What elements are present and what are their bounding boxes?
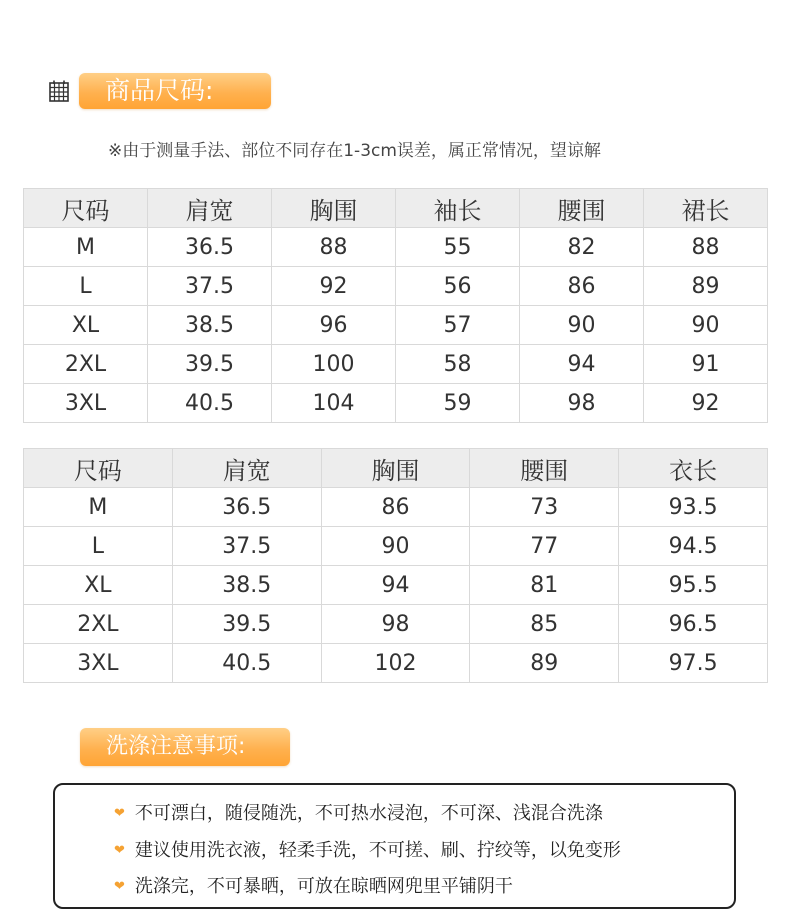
table-cell: 81 [470, 566, 619, 605]
grid-icon [49, 80, 69, 102]
table-cell: 96.5 [619, 605, 768, 644]
table-cell: 95.5 [619, 566, 768, 605]
table-cell: 36.5 [148, 228, 272, 267]
heart-icon: ❤ [114, 843, 125, 858]
table-cell: 37.5 [172, 527, 321, 566]
table-cell: 96 [272, 306, 396, 345]
table-cell: 40.5 [172, 644, 321, 683]
care-item-text: 不可漂白，随侵随洗，不可热水浸泡，不可深、浅混合洗涤 [134, 803, 603, 824]
table-cell: 90 [520, 306, 644, 345]
table-cell: 98 [520, 384, 644, 423]
table-cell: 92 [272, 267, 396, 306]
header-cell: 尺码 [24, 449, 173, 488]
care-item [114, 836, 621, 862]
header-cell: 腰围 [470, 449, 619, 488]
header-cell: 腰围 [520, 189, 644, 228]
table-cell: 39.5 [148, 345, 272, 384]
table-cell: 39.5 [172, 605, 321, 644]
table-cell: 85 [470, 605, 619, 644]
table-row [24, 566, 768, 605]
header-cell: 肩宽 [172, 449, 321, 488]
table-row [24, 267, 768, 306]
size-table-dress [23, 188, 768, 423]
table-cell: 94.5 [619, 527, 768, 566]
table-cell: 86 [520, 267, 644, 306]
table-cell: 90 [321, 527, 470, 566]
table-cell: 37.5 [148, 267, 272, 306]
table-cell: 3XL [24, 384, 148, 423]
table-cell: 73 [470, 488, 619, 527]
table-cell: 56 [396, 267, 520, 306]
table-cell: 77 [470, 527, 619, 566]
table-row [24, 488, 768, 527]
size-section-title: 商品尺码: [79, 73, 271, 109]
table-cell: 3XL [24, 644, 173, 683]
table-cell: 94 [520, 345, 644, 384]
table-cell: 89 [644, 267, 768, 306]
heart-icon: ❤ [114, 806, 125, 821]
table-row [24, 345, 768, 384]
table-cell: M [24, 488, 173, 527]
table-cell: 104 [272, 384, 396, 423]
table-header-row [24, 449, 768, 488]
care-item [114, 799, 603, 825]
table-cell: XL [24, 566, 173, 605]
table-cell: 98 [321, 605, 470, 644]
measurement-note: ※由于测量手法、部位不同存在1-3cm误差，属正常情况，望谅解 [108, 141, 601, 161]
table-cell: 2XL [24, 345, 148, 384]
table-row [24, 527, 768, 566]
table-cell: 86 [321, 488, 470, 527]
table-cell: 57 [396, 306, 520, 345]
table-cell: 36.5 [172, 488, 321, 527]
care-item-text: 洗涤完，不可暴晒，可放在晾晒网兜里平铺阴干 [134, 876, 513, 897]
header-cell: 衣长 [619, 449, 768, 488]
care-item [114, 872, 513, 898]
table-cell: 38.5 [148, 306, 272, 345]
table-cell: 100 [272, 345, 396, 384]
table-cell: 92 [644, 384, 768, 423]
table-cell: 93.5 [619, 488, 768, 527]
table-cell: 82 [520, 228, 644, 267]
table-cell: 59 [396, 384, 520, 423]
table-cell: L [24, 527, 173, 566]
table-cell: 58 [396, 345, 520, 384]
table-cell: 38.5 [172, 566, 321, 605]
heart-icon: ❤ [114, 879, 125, 894]
table-cell: 102 [321, 644, 470, 683]
table-cell: 91 [644, 345, 768, 384]
table-cell: 97.5 [619, 644, 768, 683]
table-cell: 94 [321, 566, 470, 605]
table-cell: 88 [644, 228, 768, 267]
header-cell: 肩宽 [148, 189, 272, 228]
table-row [24, 306, 768, 345]
table-cell: 88 [272, 228, 396, 267]
header-cell: 胸围 [272, 189, 396, 228]
table-cell: 89 [470, 644, 619, 683]
table-row [24, 605, 768, 644]
table-cell: M [24, 228, 148, 267]
table-cell: 40.5 [148, 384, 272, 423]
table-row [24, 384, 768, 423]
care-item-text: 建议使用洗衣液，轻柔手洗，不可搓、刷、拧绞等，以免变形 [134, 840, 621, 861]
table-cell: L [24, 267, 148, 306]
table-header-row [24, 189, 768, 228]
care-section-title: 洗涤注意事项: [80, 728, 290, 766]
table-row [24, 228, 768, 267]
table-cell: 2XL [24, 605, 173, 644]
table-cell: 90 [644, 306, 768, 345]
header-cell: 裙长 [644, 189, 768, 228]
table-cell: XL [24, 306, 148, 345]
table-cell: 55 [396, 228, 520, 267]
header-cell: 胸围 [321, 449, 470, 488]
size-table-top [23, 448, 768, 683]
header-cell: 尺码 [24, 189, 148, 228]
table-row [24, 644, 768, 683]
header-cell: 袖长 [396, 189, 520, 228]
